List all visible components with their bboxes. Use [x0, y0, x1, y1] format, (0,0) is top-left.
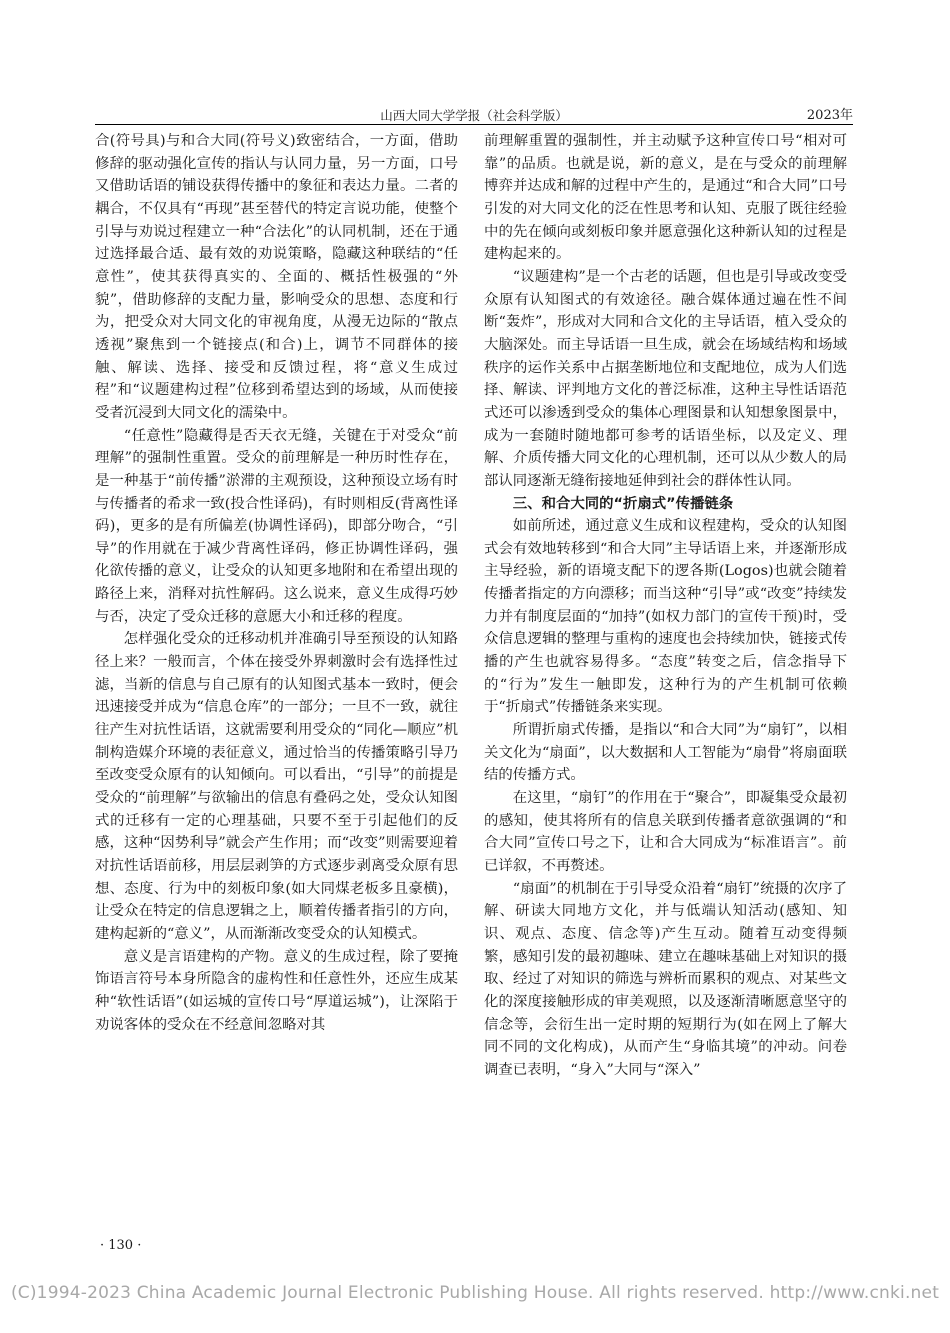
- running-header: [95, 104, 853, 126]
- paragraph: 如前所述，通过意义生成和议程建构，受众的认知图式会有效地转移到“和合大同”主导话语上来，并逐渐形成主导经验，新的语境支配下的逻各斯(Logos)也就会随着传播者指定的方向漂移；而当这种“引导”或“改变”持续发力并有制度层面的“加持”(如权力部门的宣传干预)时，受众信息逻辑的整理与重构的速度也会持续加快，链接式传播的产生也就容易得多。“态度”转变之后，信念指导下的“行为”发生一触即发，这种行为的产生机制可依赖于“折扇式”传播链条来实现。: [484, 518, 847, 716]
- paragraph: “任意性”隐藏得是否天衣无缝，关键在于对受众“前理解”的强制性重置。受众的前理解是一种历时性存在，是一种基于“前传播”淤滞的主观预设，这种预设立场有时与传播者的希求一致(投合性译码)，有时则相反(背离性译码)，更多的是有所偏差(协调性译码)，即部分吻合，“引导”的作用就在于减少背离性译码，修正协调性译码，强化欲传播的意义，让受众的认知更多地附和在希望出现的路径上来，消释对抗性解码。这么说来，意义生成得巧妙与否，决定了受众迁移的意愿大小和迁移的程度。: [95, 427, 458, 625]
- paragraph: 合(符号具)与和合大同(符号义)致密结合，一方面，借助修辞的驱动强化宣传的指认与认同力量，另一方面，口号又借助话语的铺设获得传播中的象征和表达力量。二者的耦合，不仅具有“再现”甚至替代的特定言说功能，使整个引导与劝说过程建立一种“合法化”的认同机制，还在于通过选择最合适、最有效的劝说策略，隐藏这种联结的“任意性”，使其获得真实的、全面的、概括性极强的“外貌”，借助修辞的支配力量，影响受众的思想、态度和行为，把受众对大同文化的审视角度，从漫无边际的“散点透视”聚焦到一个链接点(和合)上，调节不同群体的接触、解读、选择、接受和反馈过程，将“意义生成过程”和“议题建构过程”位移到希望达到的场域，从而使接受者沉浸到大同文化的濡染中。: [95, 133, 458, 421]
- paragraph: “议题建构”是一个古老的话题，但也是引导或改变受众原有认知图式的有效途径。融合媒体通过遍在性不间断“轰炸”，形成对大同和合文化的主导话语，植入受众的大脑深处。而主导话语一旦生成，就会在场域结构和场域秩序的运作关系中占据垄断地位和支配地位，成为人们选择、解读、评判地方文化的普泛标准，这种主导性话语范式还可以渗透到受众的集体心理图景和认知想象图景中，成为一套随时随地都可参考的话语坐标，以及定义、理解、介质传播大同文化的心理机制，还可以从少数人的局部认同逐渐无缝衔接地延伸到社会的群体性认同。: [484, 268, 847, 489]
- journal-title: 山西大同大学学报（社会科学版）: [380, 108, 568, 123]
- paragraph: “扇面”的机制在于引导受众沿着“扇钉”统摄的次序了解、研读大同地方文化，并与低端认知活动(感知、知识、观点、态度、信念等)产生互动。随着互动变得频繁，感知引发的最初趣味、建立在趣味基础上对知识的摄取、经过了对知识的筛选与辨析而累积的观点、对某些文化的深度接触形成的审美观照，以及逐渐清晰愿意坚守的信念等，会衍生出一定时期的短期行为(如在网上了解大同不同的文化构成)，从而产生“身临其境”的冲动。问卷调查已表明，“身入”大同与“深入”: [484, 880, 847, 1078]
- paragraph: 前理解重置的强制性，并主动赋予这种宣传口号“相对可靠”的品质。也就是说，新的意义，是在与受众的前理解博弈并达成和解的过程中产生的，是通过“和合大同”口号引发的对大同文化的泛在性思考和认知、克服了既往经验中的先在倾向或刻板印象并愿意强化这种新认知的过程是建构起来的。: [484, 133, 847, 263]
- paragraph: 意义是言语建构的产物。意义的生成过程，除了要掩饰语言符号本身所隐含的虚构性和任意性外，还应生成某种“软性话语”(如运城的宣传口号“厚道运城”)，让深陷于劝说客体的受众在不经意间忽略对其: [95, 948, 458, 1033]
- page-number: · 130 ·: [100, 1238, 142, 1253]
- paragraph: 在这里，“扇钉”的作用在于“聚合”，即凝集受众最初的感知，使其将所有的信息关联到传播者意欲强调的“和合大同”宣传口号之下，让和合大同成为“标准语言”。前已详叙，不再赘述。: [484, 790, 847, 874]
- right-column: [484, 130, 847, 1082]
- journal-year: 2023年: [806, 108, 853, 123]
- left-column: [95, 130, 458, 1036]
- header-rule: [95, 124, 853, 125]
- paragraph: 所谓折扇式传播，是指以“和合大同”为“扇钉”，以相关文化为“扇面”，以大数据和人工智能为“扇骨”将扇面联结的传播方式。: [484, 722, 847, 784]
- section-heading: 三、和合大同的“折扇式”传播链条: [512, 495, 734, 512]
- copyright-footer: (C)1994-2023 China Academic Journal Electronic Publishing House. All rights reserved. http://www.cnki.net: [10, 1283, 940, 1303]
- paragraph: 怎样强化受众的迁移动机并准确引导至预设的认知路径上来？一般而言，个体在接受外界刺激时会有选择性过滤，当新的信息与自己原有的认知图式基本一致时，便会迅速接受并成为“信息仓库”的一部分；一旦不一致，就往往产生对抗性话语，这就需要利用受众的“同化—顺应”机制构造媒介环境的表征意义，通过恰当的传播策略引导乃至改变受众原有的认知倾向。可以看出，“引导”的前提是受众的“前理解”与欲输出的信息有叠码之处，受众认知图式的迁移有一定的心理基础，只要不至于引起他们的反感，这种“因势利导”就会产生作用；而“改变”则需要迎着对抗性话语前移，用层层剥笋的方式逐步剥离受众原有思想、态度、行为中的刻板印象(如大同煤老板多且豪横)，让受众在特定的信息逻辑之上，顺着传播者指引的方向，建构起新的“意义”，从而渐渐改变受众的认知模式。: [95, 631, 458, 942]
